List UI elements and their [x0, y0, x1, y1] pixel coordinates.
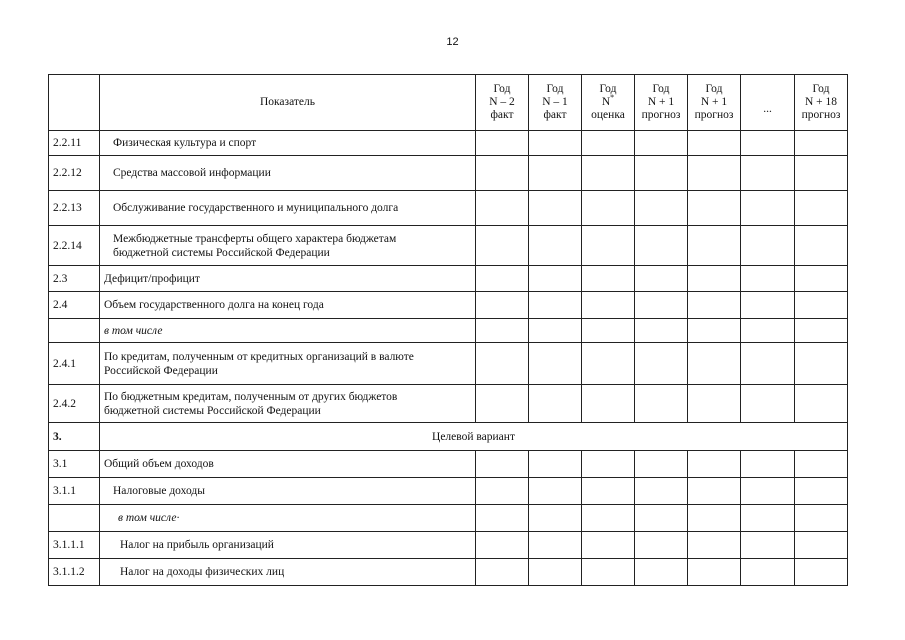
value-cell: [635, 559, 688, 586]
table-row: [49, 451, 848, 478]
row-label: Налоговые доходы: [100, 478, 476, 505]
value-cell: [529, 451, 582, 478]
value-cell: [635, 505, 688, 532]
table-row: [49, 532, 848, 559]
value-cell: [529, 532, 582, 559]
table-row: [49, 191, 848, 226]
value-cell: [529, 266, 582, 292]
value-cell: [582, 478, 635, 505]
row-number: 2.2.13: [49, 191, 100, 226]
value-cell: [582, 191, 635, 226]
value-cell: [688, 292, 741, 319]
value-cell: [795, 131, 848, 156]
value-cell: [741, 478, 795, 505]
table-row: [49, 478, 848, 505]
value-cell: [476, 559, 529, 586]
value-cell: [529, 191, 582, 226]
value-cell: [688, 478, 741, 505]
row-number: 3.1.1: [49, 478, 100, 505]
value-cell: [582, 226, 635, 266]
row-number: 2.4.2: [49, 385, 100, 423]
table-row: [49, 131, 848, 156]
row-label: Средства массовой информации: [100, 156, 476, 191]
header-year-n+1-b: Год N + 1 прогноз: [688, 75, 741, 131]
header-num-cell: [49, 75, 100, 131]
value-cell: [476, 505, 529, 532]
value-cell: [741, 131, 795, 156]
value-cell: [741, 385, 795, 423]
page-number: 12: [446, 36, 459, 48]
value-cell: [529, 559, 582, 586]
value-cell: [582, 451, 635, 478]
header-year-n-1: Год N – 1 факт: [529, 75, 582, 131]
value-cell: [688, 226, 741, 266]
row-label: в том числе: [100, 319, 476, 343]
header-year-n+1-a: Год N + 1 прогноз: [635, 75, 688, 131]
value-cell: [635, 478, 688, 505]
value-cell: [635, 292, 688, 319]
value-cell: [635, 156, 688, 191]
value-cell: [795, 385, 848, 423]
value-cell: [582, 292, 635, 319]
value-cell: [741, 292, 795, 319]
value-cell: [476, 478, 529, 505]
value-cell: [635, 266, 688, 292]
value-cell: [529, 226, 582, 266]
value-cell: [582, 343, 635, 385]
table-row: [49, 505, 848, 532]
value-cell: [529, 505, 582, 532]
value-cell: [582, 156, 635, 191]
row-label: Общий объем доходов: [100, 451, 476, 478]
value-cell: [529, 478, 582, 505]
indicator-table: [48, 74, 848, 586]
row-number: 3.: [49, 423, 100, 451]
value-cell: [476, 451, 529, 478]
table-row: [49, 156, 848, 191]
table-row: [49, 226, 848, 266]
value-cell: [795, 532, 848, 559]
value-cell: [476, 319, 529, 343]
section-title: Целевой вариант: [100, 423, 848, 451]
value-cell: [635, 451, 688, 478]
value-cell: [795, 156, 848, 191]
value-cell: [741, 266, 795, 292]
row-number: 3.1: [49, 451, 100, 478]
value-cell: [635, 191, 688, 226]
value-cell: [741, 532, 795, 559]
row-number: 3.1.1.2: [49, 559, 100, 586]
header-indicator: Показатель: [100, 75, 476, 131]
value-cell: [795, 478, 848, 505]
value-cell: [688, 532, 741, 559]
value-cell: [741, 343, 795, 385]
table-row: [49, 559, 848, 586]
row-number: 3.1.1.1: [49, 532, 100, 559]
row-number: 2.3: [49, 266, 100, 292]
row-number: 2.2.11: [49, 131, 100, 156]
row-label: По кредитам, полученным от кредитных организаций в валюте Российской Федерации: [100, 343, 476, 385]
value-cell: [741, 451, 795, 478]
value-cell: [635, 385, 688, 423]
value-cell: [795, 191, 848, 226]
value-cell: [795, 266, 848, 292]
value-cell: [582, 266, 635, 292]
row-label: По бюджетным кредитам, полученным от других бюджетов бюджетной системы Российской Федерации: [100, 385, 476, 423]
row-label: Физическая культура и спорт: [100, 131, 476, 156]
value-cell: [795, 559, 848, 586]
value-cell: [476, 131, 529, 156]
value-cell: [529, 385, 582, 423]
row-number: 2.2.12: [49, 156, 100, 191]
value-cell: [476, 266, 529, 292]
value-cell: [795, 451, 848, 478]
row-number: [49, 505, 100, 532]
value-cell: [476, 532, 529, 559]
row-label: Налог на прибыль организаций: [100, 532, 476, 559]
value-cell: [635, 532, 688, 559]
header-year-n: Год N* оценка: [582, 75, 635, 131]
value-cell: [741, 191, 795, 226]
value-cell: [688, 343, 741, 385]
value-cell: [635, 343, 688, 385]
value-cell: [635, 319, 688, 343]
value-cell: [741, 505, 795, 532]
value-cell: [688, 156, 741, 191]
row-label: Межбюджетные трансферты общего характера бюджетам бюджетной системы Российской Федерации: [100, 226, 476, 266]
value-cell: [529, 156, 582, 191]
row-label: Дефицит/профицит: [100, 266, 476, 292]
header-year-n-2: Год N – 2 факт: [476, 75, 529, 131]
value-cell: [741, 559, 795, 586]
value-cell: [688, 191, 741, 226]
row-number: 2.2.14: [49, 226, 100, 266]
header-row: [49, 75, 848, 131]
value-cell: [741, 156, 795, 191]
header-ellipsis: ...: [741, 75, 795, 131]
table-row: [49, 385, 848, 423]
value-cell: [582, 385, 635, 423]
section-row: [49, 423, 848, 451]
row-label: Налог на доходы физических лиц: [100, 559, 476, 586]
value-cell: [582, 319, 635, 343]
value-cell: [635, 131, 688, 156]
value-cell: [476, 156, 529, 191]
value-cell: [476, 292, 529, 319]
value-cell: [582, 532, 635, 559]
row-number: 2.4: [49, 292, 100, 319]
value-cell: [529, 343, 582, 385]
header-year-n+18: Год N + 18 прогноз: [795, 75, 848, 131]
value-cell: [688, 559, 741, 586]
value-cell: [688, 451, 741, 478]
value-cell: [582, 505, 635, 532]
value-cell: [688, 385, 741, 423]
value-cell: [529, 131, 582, 156]
value-cell: [741, 226, 795, 266]
value-cell: [741, 319, 795, 343]
row-number: 2.4.1: [49, 343, 100, 385]
value-cell: [476, 191, 529, 226]
value-cell: [795, 505, 848, 532]
row-label: в том числе·: [100, 505, 476, 532]
table-row: [49, 343, 848, 385]
value-cell: [582, 559, 635, 586]
value-cell: [688, 266, 741, 292]
value-cell: [795, 292, 848, 319]
row-label: Объем государственного долга на конец года: [100, 292, 476, 319]
row-label: Обслуживание государственного и муниципального долга: [100, 191, 476, 226]
value-cell: [688, 319, 741, 343]
value-cell: [476, 385, 529, 423]
value-cell: [795, 343, 848, 385]
value-cell: [688, 131, 741, 156]
value-cell: [635, 226, 688, 266]
table-row: [49, 292, 848, 319]
value-cell: [476, 226, 529, 266]
value-cell: [476, 343, 529, 385]
value-cell: [529, 292, 582, 319]
value-cell: [529, 319, 582, 343]
value-cell: [582, 131, 635, 156]
table-row: [49, 266, 848, 292]
value-cell: [795, 319, 848, 343]
table-row: [49, 319, 848, 343]
value-cell: [688, 505, 741, 532]
value-cell: [795, 226, 848, 266]
row-number: [49, 319, 100, 343]
